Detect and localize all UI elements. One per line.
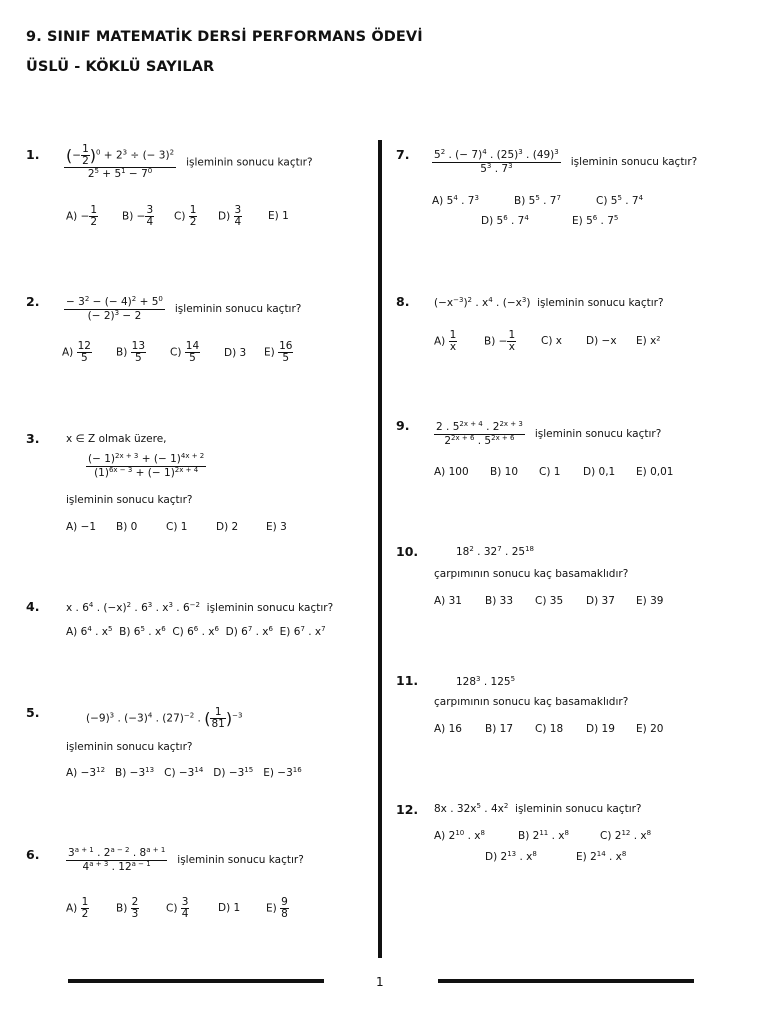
question-ask: işleminin sonucu kaçtır? xyxy=(66,741,193,753)
option-d[interactable]: D) −x xyxy=(586,335,617,347)
option-a[interactable]: A) $\frac{1}{x}$ xyxy=(434,329,457,354)
option-b[interactable]: B) $5^5$ . $7^7$ xyxy=(514,194,561,207)
question-3-expression: $\frac{(- 1)^{2x + 3} + (- 1)^{4x + 2}}{(1)^{6x - 3} + (- 1)^{2x + 4}}$ xyxy=(88,452,205,479)
option-c[interactable]: C) $\frac{14}{5}$ xyxy=(170,340,200,365)
option-e[interactable]: E) 20 xyxy=(636,723,664,735)
option-e[interactable]: E) $2^{14}$ . $x^8$ xyxy=(576,850,627,863)
question-number: 7. xyxy=(396,147,410,162)
option-a[interactable]: A) $5^4$ . $7^3$ xyxy=(432,194,479,207)
page-number: 1 xyxy=(376,975,384,989)
option-c[interactable]: C) 1 xyxy=(166,521,188,533)
option-e[interactable]: E) x² xyxy=(636,335,661,347)
question-10-expression: $18^2$ . $32^7$ . $25^{18}$ xyxy=(456,545,534,558)
option-b[interactable]: B) − $\frac{3}{4}$ xyxy=(122,204,154,229)
question-number: 1. xyxy=(26,147,40,162)
option-c[interactable]: C) $2^{12}$ . $x^8$ xyxy=(600,829,652,842)
footer-rule-right xyxy=(438,979,694,983)
question-number: 8. xyxy=(396,294,410,309)
option-d[interactable]: D) 3 xyxy=(224,347,247,359)
option-d[interactable]: D) 2 xyxy=(216,521,239,533)
question-11-expression: $128^3$ . $125^5$ xyxy=(456,675,516,688)
question-digits-ask: çarpımının sonucu kaç basamaklıdır? xyxy=(434,568,629,580)
option-b[interactable]: B) 33 xyxy=(485,595,513,607)
option-d[interactable]: D) 1 xyxy=(218,902,241,914)
option-e[interactable]: E) 1 xyxy=(268,210,289,222)
footer-rule-left xyxy=(68,979,324,983)
question-7-expression: $\frac{5^2 . (- 7)^4 . (25)^3 . (49)^3}{5^3 . 7^3}$ işleminin sonucu kaçtır? xyxy=(434,148,698,175)
option-a[interactable]: A) 31 xyxy=(434,595,462,607)
option-b[interactable]: B) $\frac{13}{5}$ xyxy=(116,340,146,365)
option-b[interactable]: B) $2^{11}$ . $x^8$ xyxy=(518,829,569,842)
option-c[interactable]: C) $5^5$ . $7^4$ xyxy=(596,194,644,207)
option-b[interactable]: B) 0 xyxy=(116,521,138,533)
option-a[interactable]: A) 16 xyxy=(434,723,462,735)
question-number: 4. xyxy=(26,599,40,614)
column-divider xyxy=(378,140,382,958)
option-e[interactable]: E) $5^6$ . $7^5$ xyxy=(572,214,619,227)
option-c[interactable]: C) $\frac{1}{2}$ xyxy=(174,204,197,229)
question-number: 2. xyxy=(26,294,40,309)
question-3-intro: x ∈ Z olmak üzere, xyxy=(66,433,167,445)
page-subtitle: ÜSLÜ - KÖKLÜ SAYILAR xyxy=(26,59,215,75)
option-c[interactable]: C) $\frac{3}{4}$ xyxy=(166,896,189,921)
question-6-expression: $\frac{3^{a + 1} . 2^{a - 2} . 8^{a + 1}}{4^{a + 3} . 12^{a - 1}}$ işleminin sonucu kaçtır? xyxy=(68,846,304,873)
option-d[interactable]: D) $5^6$ . $7^4$ xyxy=(481,214,529,227)
option-b[interactable]: B) − $\frac{1}{x}$ xyxy=(484,329,516,354)
question-1-expression: (− $\frac{1}{2}$ )$^0 + 2^3$ ÷ (− 3)$^2$ $2^5 + 5^1 - 7^0$ işleminin sonucu kaçtır? xyxy=(66,143,313,181)
question-number: 12. xyxy=(396,802,419,817)
option-d[interactable]: D) $2^{13}$ . $x^8$ xyxy=(485,850,537,863)
option-e[interactable]: E) 0,01 xyxy=(636,466,674,478)
option-c[interactable]: C) 18 xyxy=(535,723,564,735)
question-number: 9. xyxy=(396,418,410,433)
option-c[interactable]: C) x xyxy=(541,335,562,347)
option-b[interactable]: B) 10 xyxy=(490,466,518,478)
option-d[interactable]: D) 0,1 xyxy=(583,466,616,478)
option-e[interactable]: E) $\frac{9}{8}$ xyxy=(266,896,288,921)
question-number: 10. xyxy=(396,544,419,559)
option-e[interactable]: E) 3 xyxy=(266,521,287,533)
question-ask: işleminin sonucu kaçtır? xyxy=(66,494,193,506)
question-4-expression: x . $6^4$ . $(-x)^2$ . $6^3$ . $x^3$ . $6^{-2}$ işleminin sonucu kaçtır? xyxy=(66,601,334,614)
question-2-expression: $\frac{- 3^2 - (- 4)^2 + 5^0}{(- 2)^3 - 2}$ işleminin sonucu kaçtır? xyxy=(66,295,302,322)
option-e[interactable]: E) 39 xyxy=(636,595,664,607)
question-ask: işleminin sonucu kaçtır? xyxy=(186,156,313,169)
question-digits-ask: çarpımının sonucu kaç basamaklıdır? xyxy=(434,696,629,708)
question-number: 11. xyxy=(396,673,419,688)
page-title: 9. SINIF MATEMATİK DERSİ PERFORMANS ÖDEVİ xyxy=(26,29,423,45)
option-a[interactable]: A) −1 xyxy=(66,521,97,533)
option-a[interactable]: A) $\frac{12}{5}$ xyxy=(62,340,91,365)
question-number: 6. xyxy=(26,847,40,862)
question-12-expression: 8x . $32x^5$ . $4x^2$ işleminin sonucu kaçtır? xyxy=(434,802,642,815)
option-c[interactable]: C) 1 xyxy=(539,466,561,478)
question-5-expression: $(-9)^3$ . $(-3)^4$ . $(27)^{-2}$ . ( $\frac{1}{81}$ )$^{-3}$ xyxy=(86,706,243,731)
option-d[interactable]: D) 19 xyxy=(586,723,615,735)
question-number: 3. xyxy=(26,431,40,446)
question-9-expression: $\frac{2 . 5^{2x + 4} . 2^{2x + 3}}{2^{2x + 6} . 5^{2x + 6}}$ işleminin sonucu kaçtır? xyxy=(436,420,662,447)
option-c[interactable]: C) 35 xyxy=(535,595,564,607)
option-a[interactable]: A) 100 xyxy=(434,466,469,478)
option-d[interactable]: D) 37 xyxy=(586,595,615,607)
question-number: 5. xyxy=(26,705,40,720)
option-e[interactable]: E) $\frac{16}{5}$ xyxy=(264,340,293,365)
option-a[interactable]: A) $\frac{1}{2}$ xyxy=(66,896,89,921)
option-a[interactable]: A) − $\frac{1}{2}$ xyxy=(66,204,98,229)
option-b[interactable]: B) $\frac{2}{3}$ xyxy=(116,896,139,921)
option-b[interactable]: B) 17 xyxy=(485,723,513,735)
option-a[interactable]: A) $2^{10}$ . $x^8$ xyxy=(434,829,485,842)
question-8-expression: $(-x^{-3})^2$ . $x^4$ . $(-x^3)$ işleminin sonucu kaçtır? xyxy=(434,296,664,309)
question-5-options[interactable]: $A) -3^{12}$ $B) -3^{13}$ $C) -3^{14}$ $D) -3^{15}$ $E) -3^{16}$ xyxy=(66,766,302,779)
option-d[interactable]: D) $\frac{3}{4}$ xyxy=(218,204,242,229)
question-4-options[interactable]: A) $6^4$ . $x^5$ B) $6^5$ . $x^6$ C) $6^6$ . $x^6$ D) $6^7$ . $x^6$ E) $6^7$ . $x^7$ xyxy=(66,625,326,638)
